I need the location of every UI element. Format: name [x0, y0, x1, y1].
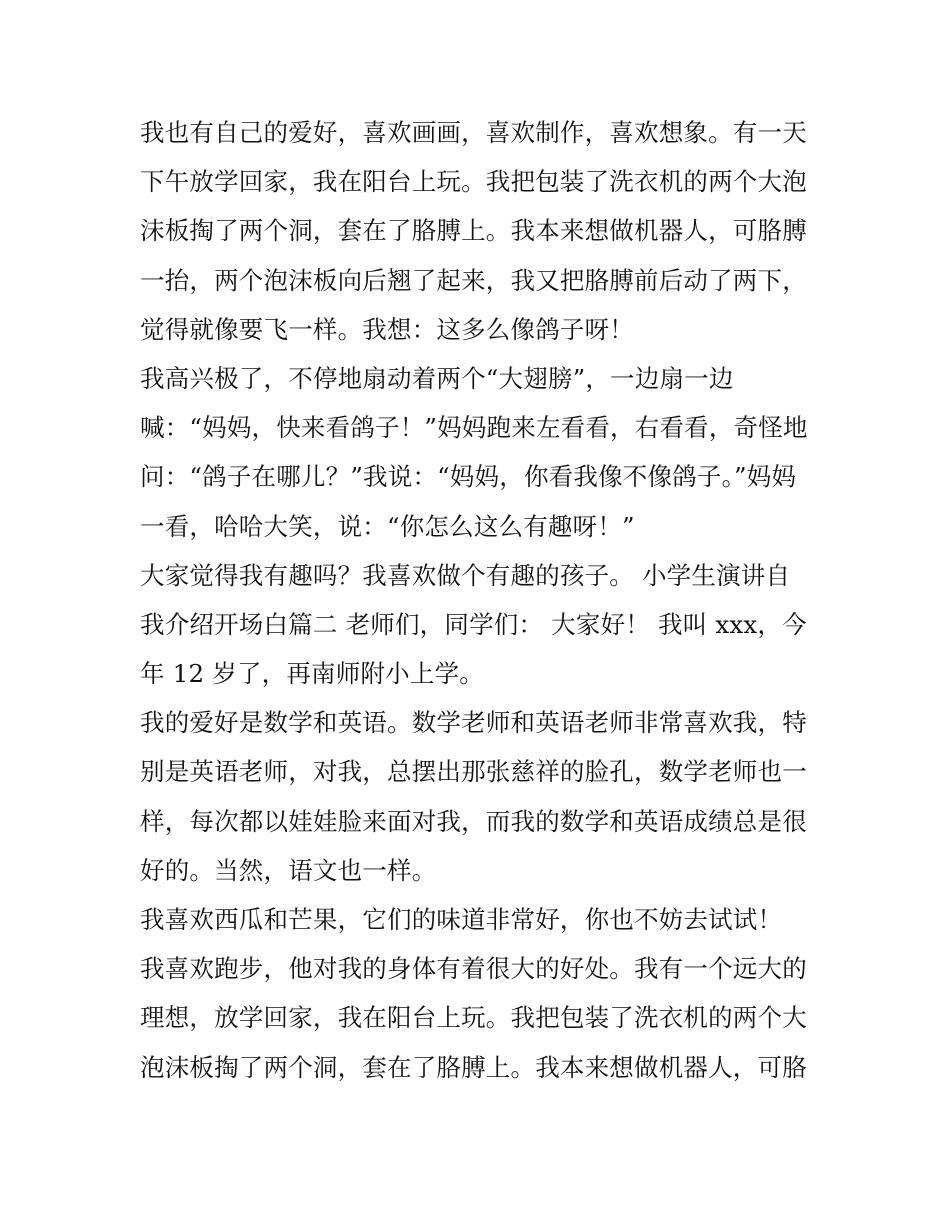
text-line: 沫板掏了两个洞，套在了胳膊上。我本来想做机器人，可胳膊	[140, 216, 807, 246]
text-line: 一看，哈哈大笑，说：“你怎么这么有趣呀！”	[140, 511, 635, 541]
text-line: 别是英语老师，对我，总摆出那张慈祥的脸孔，数学老师也一	[140, 757, 807, 787]
text-line: 样，每次都以娃娃脸来面对我，而我的数学和英语成绩总是很	[140, 806, 807, 836]
text-line: 好的。当然，语文也一样。	[140, 855, 437, 885]
text-line: 问：“鸽子在哪儿？”我说：“妈妈，你看我像不像鸽子。”妈妈	[140, 462, 797, 492]
text-line: 我喜欢西瓜和芒果，它们的味道非常好，你也不妨去试试！	[140, 905, 783, 934]
text-line: 一抬，两个泡沫板向后翘了起来，我又把胳膊前后动了两下，	[140, 265, 807, 295]
text-line: 我介绍开场白篇二 老师们，同学们： 大家好！ 我叫 xxx，今	[140, 609, 807, 639]
text-line: 觉得就像要飞一样。我想：这多么像鸽子呀！	[140, 314, 634, 344]
text-line: 喊：“妈妈，快来看鸽子！”妈妈跑来左看看，右看看，奇怪地	[140, 413, 808, 443]
text-line: 我也有自己的爱好，喜欢画画，喜欢制作，喜欢想象。有一天	[140, 118, 807, 147]
text-line: 泡沫板掏了两个洞，套在了胳膊上。我本来想做机器人，可胳	[140, 1052, 807, 1082]
text-line: 我高兴极了，不停地扇动着两个“大翅膀”，一边扇一边	[140, 363, 734, 393]
text-line: 下午放学回家，我在阳台上玩。我把包装了洗衣机的两个大泡	[140, 167, 807, 197]
text-line: 理想，放学回家，我在阳台上玩。我把包装了洗衣机的两个大	[140, 1003, 807, 1033]
text-line: 年 12 岁了，再南师附小上学。	[140, 659, 484, 689]
text-line: 我的爱好是数学和英语。数学老师和英语老师非常喜欢我，特	[140, 708, 807, 738]
document-body	[140, 108, 820, 1092]
text-line: 我喜欢跑步，他对我的身体有着很大的好处。我有一个远大的	[140, 954, 807, 984]
text-line: 大家觉得我有趣吗？我喜欢做个有趣的孩子。 小学生演讲自	[140, 560, 791, 590]
